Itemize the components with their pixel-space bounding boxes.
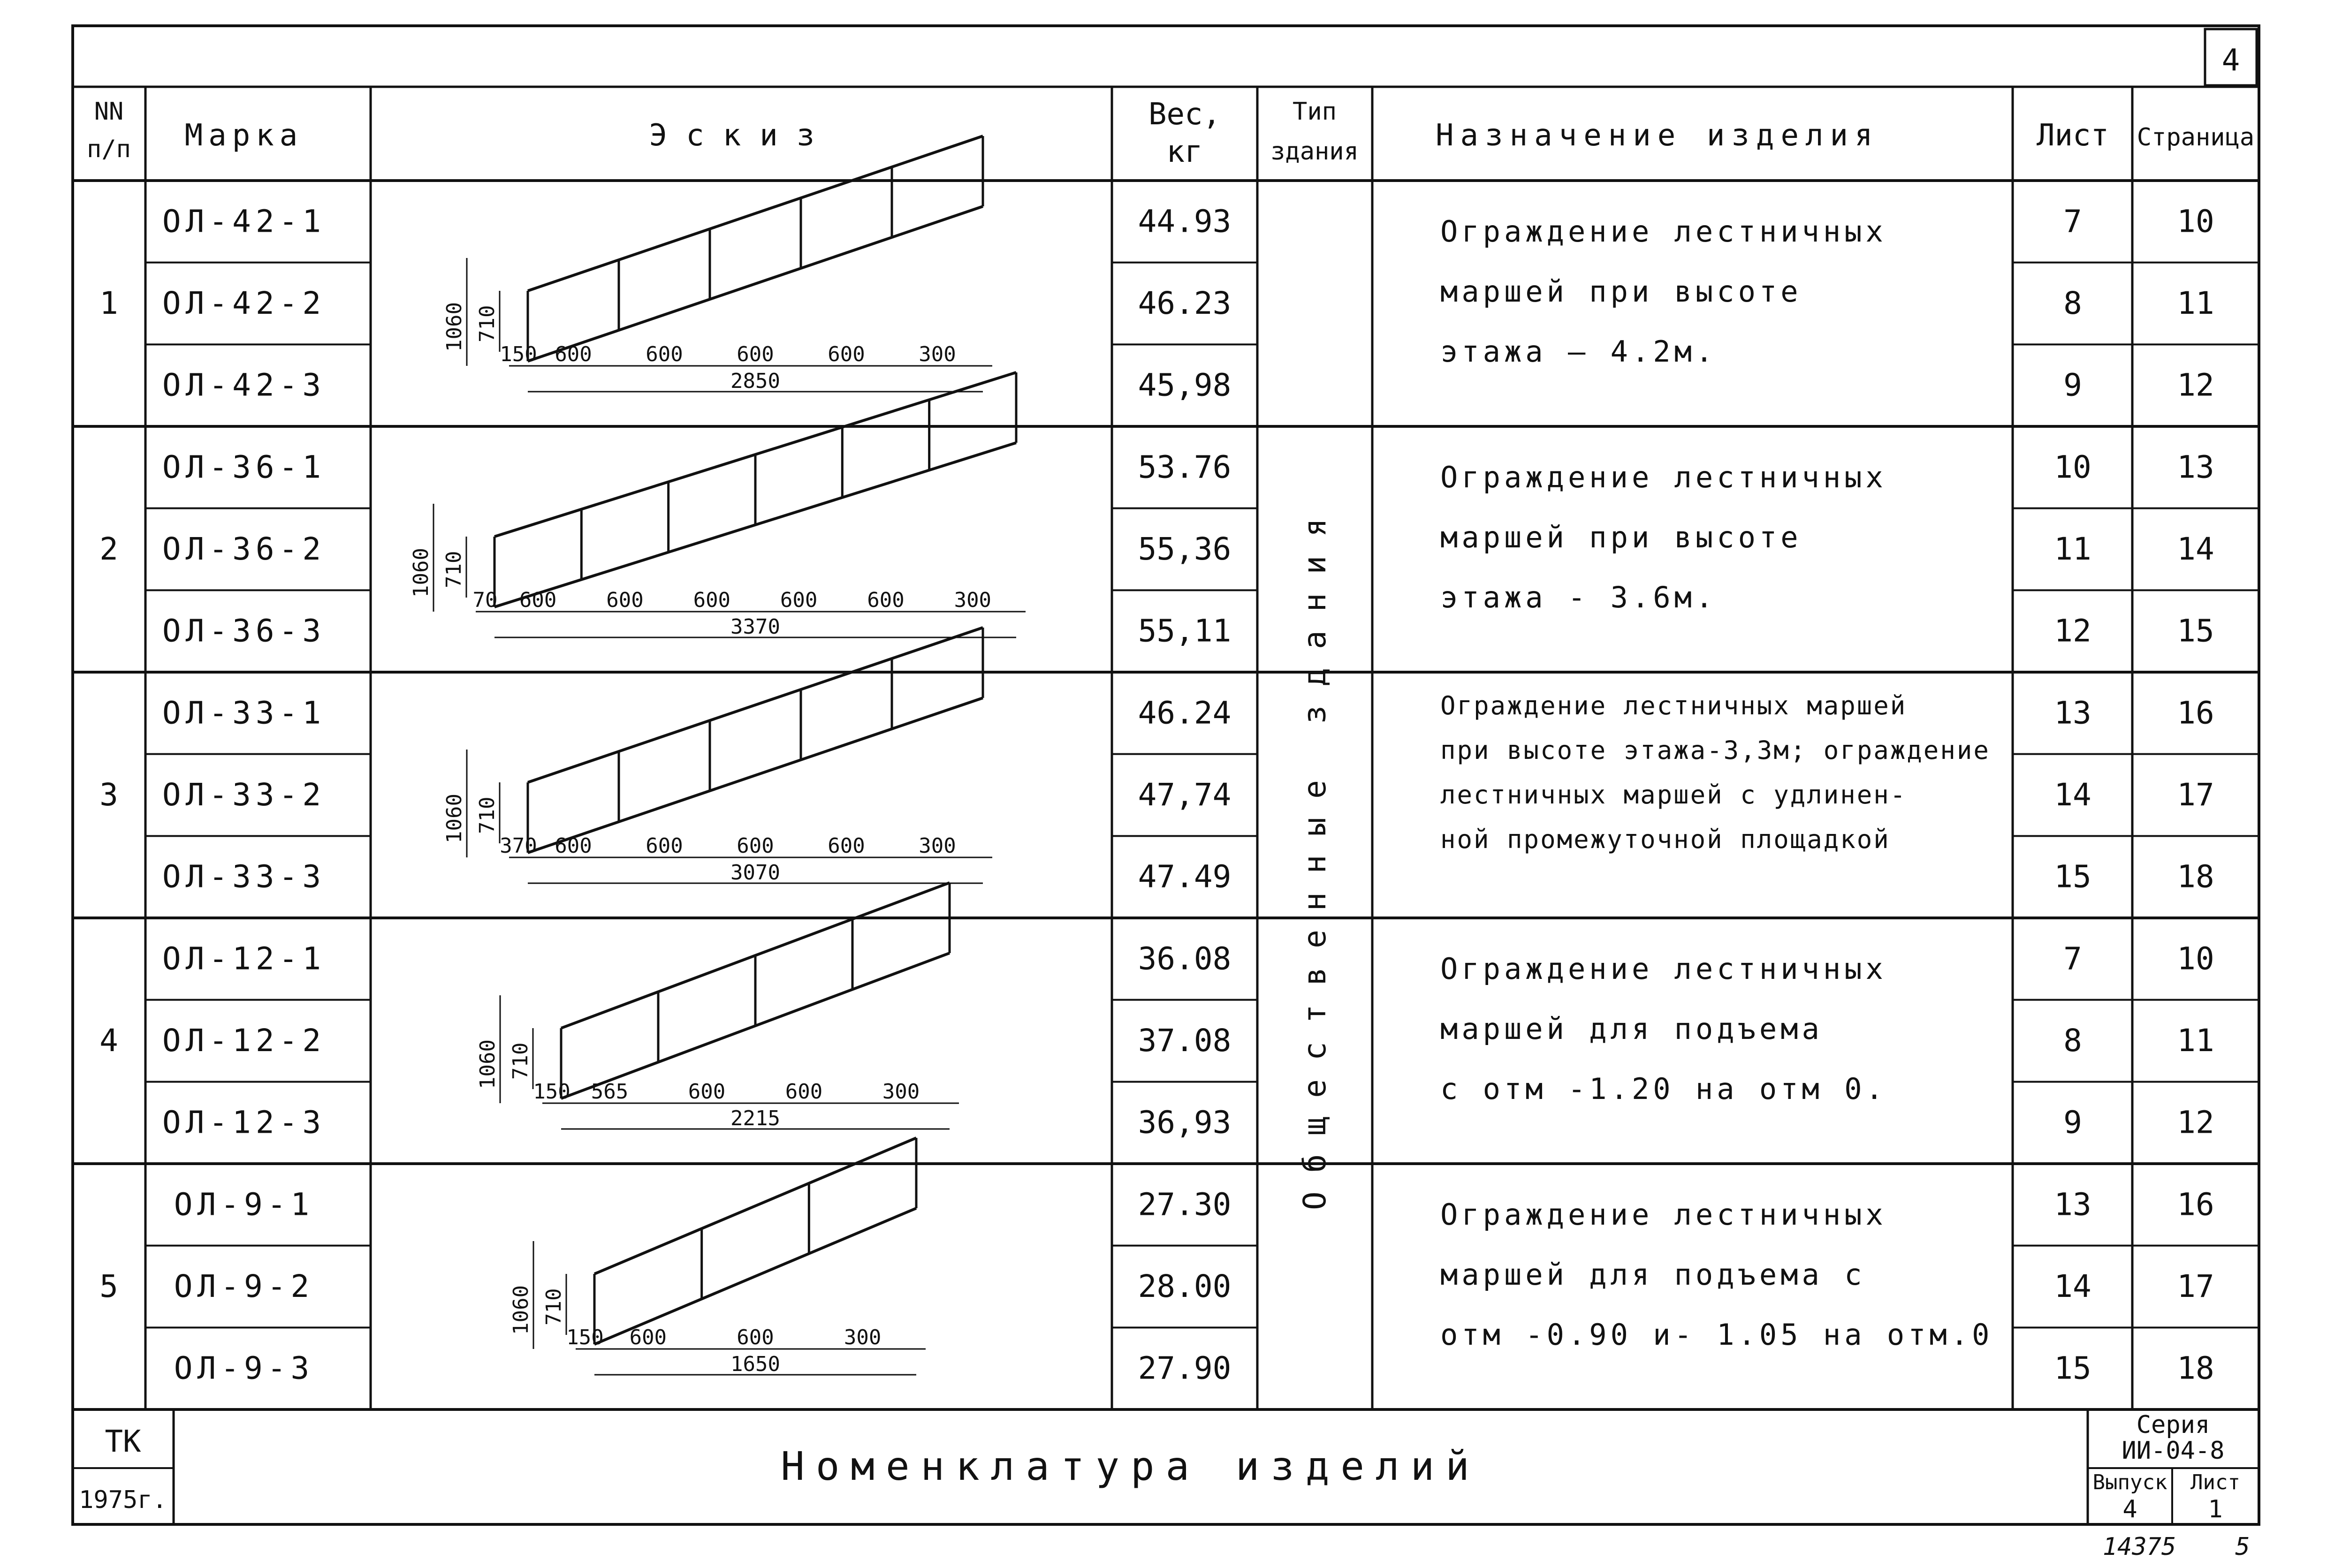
sheet-cell: 7 [2063, 940, 2082, 977]
dim-span: 600 [688, 1080, 726, 1104]
dim-first: 150 [566, 1326, 604, 1349]
group-5 [99, 1138, 2259, 1386]
document-title: Номенклатура изделий [781, 1443, 1481, 1489]
purpose-line: Ограждение лестничных [1440, 460, 1887, 494]
weight-cell: 47,74 [1138, 777, 1232, 813]
header-weight-line2: кг [1166, 135, 1203, 169]
purpose-line: при высоте этажа-3,3м; ограждение [1440, 735, 1990, 765]
purpose-line: этажа – 4.2м. [1440, 334, 1717, 369]
mark-cell: ОЛ-42-3 [162, 367, 326, 403]
dim-span: 600 [693, 588, 731, 612]
dim-span: 600 [737, 342, 774, 366]
header-sheet: Лист [2036, 118, 2109, 153]
sheet-cell: 10 [2054, 449, 2091, 485]
sheet-cell: 15 [2054, 1350, 2091, 1386]
sheet-cell: 11 [2054, 531, 2091, 567]
mark-cell: ОЛ-9-1 [174, 1186, 314, 1223]
page-cell: 16 [2177, 695, 2214, 731]
dim-span: 600 [555, 342, 592, 366]
table-body [73, 136, 2259, 1386]
mark-cell: ОЛ-33-3 [162, 858, 326, 895]
group-4 [73, 883, 2259, 1164]
list-value: 1 [2208, 1495, 2223, 1523]
purpose-line: маршей для подъема [1440, 1012, 1823, 1046]
weight-cell: 53.76 [1138, 449, 1232, 485]
page-cell: 12 [2177, 367, 2214, 403]
sheet-cell: 8 [2063, 1023, 2082, 1059]
building-type-vertical: Общественные здания [1297, 500, 1333, 1210]
page-cell: 11 [2177, 1023, 2214, 1059]
purpose-line: Ограждение лестничных маршей [1440, 691, 1907, 720]
header-num-line2: п/п [87, 135, 131, 163]
mark-cell: ОЛ-12-3 [162, 1104, 326, 1141]
dim-height-inner: 710 [442, 551, 466, 588]
sheet-cell: 14 [2054, 777, 2091, 813]
header-type-line2: здания [1270, 137, 1359, 166]
purpose-line: Ограждение лестничных [1440, 1197, 1887, 1232]
purpose-line: ной промежуточной площадкой [1440, 825, 1890, 854]
issue-label: Выпуск [2092, 1470, 2167, 1494]
group-number: 1 [99, 285, 118, 321]
group-number: 2 [99, 531, 118, 567]
weight-cell: 46.23 [1138, 285, 1232, 321]
group-number: 5 [99, 1268, 118, 1304]
dim-span: 600 [828, 834, 865, 858]
dim-span: 600 [606, 588, 644, 612]
purpose-line: лестничных маршей с удлинен- [1440, 780, 1907, 810]
purpose-line: Ограждение лестничных [1440, 952, 1887, 986]
page-cell: 11 [2177, 285, 2214, 321]
mark-cell: ОЛ-42-2 [162, 285, 326, 321]
dim-span: 600 [519, 588, 557, 612]
series-value: ИИ-04-8 [2122, 1437, 2225, 1465]
header-purpose: Назначение изделия [1436, 118, 1879, 153]
railing-sketch [409, 372, 1026, 639]
weight-cell: 47.49 [1138, 858, 1232, 895]
dim-height: 1060 [476, 1039, 500, 1089]
page-cell: 10 [2177, 203, 2214, 240]
weight-cell: 45,98 [1138, 367, 1232, 403]
dim-total: 1650 [730, 1352, 780, 1376]
page-cell: 17 [2177, 777, 2214, 813]
mark-cell: ОЛ-33-1 [162, 695, 326, 731]
dim-span: 300 [844, 1326, 882, 1349]
group-2 [73, 372, 2259, 672]
dim-total: 2850 [730, 369, 780, 393]
dim-height-inner: 710 [475, 305, 499, 342]
purpose-line: отм -0.90 и- 1.05 на отм.0 [1440, 1318, 1993, 1352]
purpose-line: этажа - 3.6м. [1440, 580, 1717, 614]
group-number: 4 [99, 1023, 118, 1059]
dim-first: 370 [500, 834, 537, 858]
dim-span: 300 [919, 342, 956, 366]
railing-sketch [442, 628, 992, 885]
purpose-line: маршей для подъема с [1440, 1257, 1866, 1292]
header-num-line1: NN [94, 98, 124, 126]
weight-cell: 46.24 [1138, 695, 1232, 731]
weight-cell: 55,36 [1138, 531, 1232, 567]
mark-cell: ОЛ-33-2 [162, 777, 326, 813]
year: 1975г. [79, 1486, 167, 1514]
mark-cell: ОЛ-9-2 [174, 1268, 314, 1304]
page-cell: 10 [2177, 940, 2214, 977]
weight-cell: 37.08 [1138, 1023, 1232, 1059]
purpose-line: маршей при высоте [1440, 274, 1802, 309]
issue-value: 4 [2122, 1495, 2137, 1523]
dim-span: 300 [919, 834, 956, 858]
purpose-line: Ограждение лестничных [1440, 214, 1887, 249]
dim-span: 600 [867, 588, 905, 612]
dim-span: 300 [954, 588, 992, 612]
sheet-cell: 9 [2063, 367, 2082, 403]
dim-first: 70 [472, 588, 498, 612]
org-code: ТК [105, 1424, 141, 1459]
dim-span: 565 [591, 1080, 629, 1104]
dim-height: 1060 [409, 548, 433, 598]
dim-height: 1060 [442, 794, 466, 843]
weight-cell: 27.90 [1138, 1350, 1232, 1386]
weight-cell: 44.93 [1138, 203, 1232, 240]
weight-cell: 28.00 [1138, 1268, 1232, 1304]
sheet-cell: 15 [2054, 858, 2091, 895]
page-cell: 16 [2177, 1186, 2214, 1223]
mark-cell: ОЛ-42-1 [162, 203, 326, 240]
railing-sketch [476, 883, 959, 1130]
page-cell: 17 [2177, 1268, 2214, 1304]
dim-span: 600 [737, 834, 774, 858]
sheet-cell: 12 [2054, 613, 2091, 649]
series-label: Серия [2136, 1411, 2210, 1439]
page-cell: 12 [2177, 1104, 2214, 1141]
dim-first: 150 [533, 1080, 570, 1104]
dim-height-inner: 710 [509, 1042, 532, 1080]
header-weight-line1: Вес, [1148, 97, 1221, 132]
sheet-cell: 13 [2054, 695, 2091, 731]
dim-span: 600 [828, 342, 865, 366]
header-page: Страница [2137, 123, 2255, 151]
dim-span: 600 [629, 1326, 667, 1349]
sheet-cell: 8 [2063, 285, 2082, 321]
page-cell: 13 [2177, 449, 2214, 485]
page-cell: 18 [2177, 858, 2214, 895]
header-mark: Марка [184, 118, 304, 153]
mark-cell: ОЛ-12-2 [162, 1023, 326, 1059]
dim-span: 600 [646, 342, 683, 366]
mark-cell: ОЛ-36-3 [162, 613, 326, 649]
page-cell: 15 [2177, 613, 2214, 649]
doc-number: 14375 [2102, 1533, 2176, 1561]
page-cell: 18 [2177, 1350, 2214, 1386]
dim-height: 1060 [442, 302, 466, 352]
sheet-cell: 9 [2063, 1104, 2082, 1141]
sheet-cell: 14 [2054, 1268, 2091, 1304]
dim-first: 150 [500, 342, 537, 366]
dim-span: 600 [785, 1080, 823, 1104]
footer-page: 5 [2235, 1533, 2250, 1561]
mark-cell: ОЛ-12-1 [162, 940, 326, 977]
weight-cell: 36.08 [1138, 940, 1232, 977]
dim-span: 600 [555, 834, 592, 858]
dim-total: 3070 [730, 861, 780, 885]
list-label: Лист [2190, 1470, 2240, 1494]
purpose-line: с отм -1.20 на отм 0. [1440, 1072, 1887, 1106]
weight-cell: 27.30 [1138, 1186, 1232, 1223]
mark-cell: ОЛ-36-2 [162, 531, 326, 567]
dim-height: 1060 [509, 1285, 533, 1335]
dim-total: 2215 [730, 1106, 780, 1130]
mark-cell: ОЛ-9-3 [174, 1350, 314, 1386]
weight-cell: 55,11 [1138, 613, 1232, 649]
railing-sketch [509, 1138, 926, 1376]
dim-height-inner: 710 [542, 1288, 566, 1326]
sheet-cell: 7 [2063, 203, 2082, 240]
dim-span: 300 [882, 1080, 920, 1104]
dim-span: 600 [737, 1326, 774, 1349]
railing-sketch [442, 136, 992, 393]
dim-span: 600 [646, 834, 683, 858]
sheet-number: 4 [2221, 43, 2240, 78]
title-block [73, 1409, 2259, 1524]
header-type-line1: Тип [1293, 98, 1337, 126]
dim-height-inner: 710 [475, 796, 499, 834]
sheet-cell: 13 [2054, 1186, 2091, 1223]
dim-total: 3370 [730, 615, 780, 639]
mark-cell: ОЛ-36-1 [162, 449, 326, 485]
page-cell: 14 [2177, 531, 2214, 567]
dim-span: 600 [780, 588, 818, 612]
group-number: 3 [99, 777, 118, 813]
header-sketch: Эскиз [649, 118, 834, 153]
purpose-line: маршей при высоте [1440, 520, 1802, 554]
weight-cell: 36,93 [1138, 1104, 1232, 1141]
table-header [87, 97, 2254, 169]
